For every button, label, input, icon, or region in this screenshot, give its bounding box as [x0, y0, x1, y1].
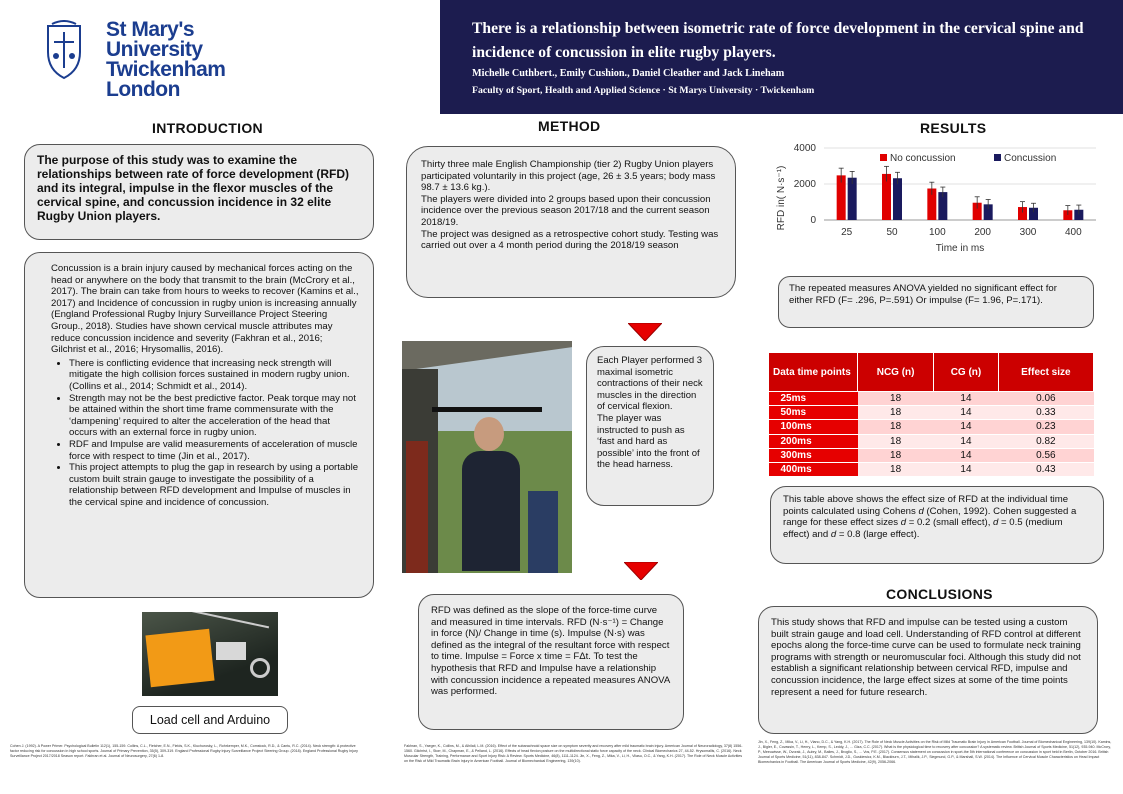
- results-heading: RESULTS: [920, 120, 987, 136]
- chart-x-tick-label: 300: [1019, 227, 1037, 238]
- introduction-heading: INTRODUCTION: [152, 120, 263, 136]
- table-header: Effect size: [998, 353, 1093, 392]
- table-row: [769, 448, 1094, 462]
- chart-legend-swatch: [994, 154, 1001, 161]
- university-logo: [44, 18, 226, 101]
- method-heading: METHOD: [538, 118, 601, 134]
- effect-d: d: [830, 528, 837, 540]
- conclusions-text: This study shows that RFD and impulse can be tested using a custom built strain gauge and load cell. Understanding of RFD control at different epochs along the force-time curve can be used to formulate neck training programs with strength or neuromuscular foci. Although this study did not establish a significant relationship between cervical RFD, impulse and concussion incidence, the large effect sizes at some of the time points represent a need for future research.: [771, 617, 1081, 698]
- anova-box: [778, 276, 1094, 328]
- table-cell: 0.33: [998, 406, 1093, 420]
- table-cell: 100ms: [769, 420, 858, 434]
- table-row: [769, 462, 1094, 476]
- chart-xlabel: Time in ms: [935, 243, 985, 254]
- table-cell: 18: [858, 462, 934, 476]
- intro-bullet: • This project attempts to plug the gap in research by using a portable custom built strain gauge to investigate the possibility of a relationship between RFD development and Impulse of muscles in the cervical spine and incidence of concussion.: [69, 462, 359, 508]
- effect-size-text: [783, 494, 1091, 540]
- table-cell: 14: [934, 420, 998, 434]
- faculty: Faculty of Sport, Health and Applied Science · St Marys University · Twickenham: [472, 85, 815, 96]
- chart-y-tick-label: 2000: [793, 179, 816, 190]
- table-cell: 0.82: [998, 434, 1093, 448]
- logo-line: St Mary's: [106, 18, 195, 41]
- references-left: Cohen J. (1992). A Power Primer. Psychological Bulletin 112(1), 155-159. Collins, C.L., Fletcher, E.N., Fields, S.K., Kluchurosky, L., Rohrkemper, M.K., Comstock, R.D., & Cantu, R.C. (2014). Neck strength: A protective factor reducing risk for concussion in high school sports. Journal of Primary Prevention, 35(5), 309-319. England Professional Rugby Injury Surveillance Project Steering Group. (2018). England Professional Rugby Injury Surveillance Project 2017/2018 Season report. Fakhran et al. Journal of Neurosurgery, 27(6) 1-8.: [10, 744, 358, 758]
- table-cell: 14: [934, 434, 998, 448]
- table-cell: 14: [934, 462, 998, 476]
- intro-bullet: • Strength may not be the best predictive factor. Peak torque may not be attained within the short time frame commensurate with the ‘dampening’ required to alter the acceleration of the head that occurs with an external force in rugby union.: [69, 393, 359, 439]
- table-cell: 200ms: [769, 434, 858, 448]
- conclusions-heading: CONCLUSIONS: [886, 586, 993, 602]
- logo-line: London: [106, 78, 180, 101]
- effect-text: = 0.5 (medium effect) and: [783, 517, 1063, 540]
- table-cell: 14: [934, 448, 998, 462]
- table-cell: 14: [934, 392, 998, 406]
- chart-x-tick-label: 400: [1064, 227, 1082, 238]
- chart-legend-label: No concussion: [890, 153, 956, 164]
- purpose-box: [24, 144, 374, 240]
- rfd-definition-text: RFD was defined as the slope of the force-time curve and measured in time intervals. RFD (N·s⁻¹) = Change in force (N)/ Change in time (s). Impulse (N·s) was defined as the integral of the resultant force with respect to time. Impulse = Force x time = FΔt. To test the hypothesis that RFD and Impulse have a relationship with concussion incidence a repeated measures ANOVA was performed.: [431, 605, 670, 698]
- load-cell-photo: [142, 612, 278, 696]
- authors: Michelle Cuthbert., Emily Cushion., Daniel Cleather and Jack Lineham: [472, 68, 785, 79]
- table-cell: 18: [858, 434, 934, 448]
- chart-x-tick-label: 100: [928, 227, 946, 238]
- chart-ylabel: RFD in( N·s⁻¹): [776, 165, 787, 231]
- title-line-2: incidence of concussion in elite rugby players.: [472, 44, 776, 61]
- effect-text: (Cohen, 1992). Cohen suggested a range for these effect sizes: [783, 505, 1077, 529]
- table-cell: 18: [858, 448, 934, 462]
- chart-x-tick-label: 50: [886, 227, 898, 238]
- chart-legend-swatch: [880, 154, 887, 161]
- university-crest-icon: [44, 20, 84, 80]
- table-header: CG (n): [934, 353, 998, 392]
- effect-d: d: [918, 505, 924, 517]
- participants-text: Thirty three male English Championship (tier 2) Rugby Union players participated voluntarily in this project (age, 26 ± 3.5 years; body mass 98.7 ± 13.6 kg.). The players were divided into 2 groups based upon their concussion incidence over the previous season 2017/18 and the current season 2018/19. The project was designed as a retrospective cohort study. Testing was carried out over a 4 month period during the 2018/19 season: [421, 159, 719, 252]
- table-header: Data time points: [769, 353, 858, 392]
- conclusions-box: [758, 606, 1098, 734]
- intro-body: Concussion is a brain injury caused by mechanical forces acting on the head or anywhere on the body that transmit to the brain (McCrory et al., 2017). The brain can take from hours to weeks to recover (Kamins et al., 2017) and Incidence of concussion in rugby union is increasing annually (England Professional Rugby Injury Surveillance Project Steering Group., 2018). Studies have shown cervical muscle attributes may reduce concussion incidence and severity (Fakhran et al., 2016; Gilchrist et al., 2016; Hrysomallis, 2016).: [51, 263, 359, 356]
- purpose-text: The purpose of this study was to examine the relationships between rate of force development (RFD) and its integral, impulse in the flexor muscles of the cervical spine, and concussion incidence in 32 elite Rugby Union players.: [37, 153, 350, 223]
- intro-bullet: • There is conflicting evidence that increasing neck strength will mitigate the high collision forces sustained in modern rugby union. (Collins et al., 2014; Schmidt et al., 2014).: [69, 358, 359, 393]
- photo-caption: Load cell and Arduino: [149, 713, 271, 727]
- chart-legend-label: Concussion: [1004, 153, 1057, 164]
- chart-y-tick-label: 4000: [793, 143, 816, 154]
- effect-text: = 0.2 (small effect),: [906, 517, 994, 529]
- rfd-definition-box: [418, 594, 684, 730]
- table-cell: 18: [858, 420, 934, 434]
- intro-bullets: [51, 358, 359, 509]
- chart-y-tick-label: 0: [810, 215, 816, 226]
- rfd-bar-chart: [776, 138, 1116, 258]
- red-down-arrow-icon: [624, 562, 658, 580]
- anova-text: The repeated measures ANOVA yielded no significant effect for either RFD (F= .296, P=.591) Or impulse (F= 1.96, P=.171).: [789, 283, 1057, 306]
- logo-line: University: [106, 38, 203, 61]
- chart-x-tick-label: 200: [974, 227, 992, 238]
- table-cell: 18: [858, 392, 934, 406]
- logo-line: Twickenham: [106, 58, 226, 81]
- effect-text: This table above shows the effect size of RFD at the individual time points calculated using Cohens: [783, 494, 1069, 517]
- table-cell: 25ms: [769, 392, 858, 406]
- references-right: Jin, X., Feng, Z., Mika, V., Li, H., Viano, D.C., & Yang, K.H. (2017). The Role of Neck Muscle Activities on the Risk of Mild Traumatic Brain Injury in American Football. Journal of Biomechanical Engineering, 139(10). Kamins, J., Bigler, E., Covassin, T., Henry, L., Kemp, S., Leddy, J., ... Giza, C.C. (2017). What is the physiological time to recovery after concussion? A systematic review. British Journal of Sports Medicine, 51(12), 935-940. McCrory, P., Meeuwisse, W., Dvorak, J., Aubry, M., Bailes, J., Broglio, S., ... Vos, P.E. (2017). Consensus statement on concussion in sport-the 5th international conference on concussion in sport held in Berlin, October 2016. British Journal of Sports Medicine, 51(11), 838-847. Schmidt, J.D., Guskiewicz, K.M., Blackburn, J.T., Mihalik, J.P., Siegmund, G.P., & Marshall, S.W. (2014). The Influence of Cervical Muscle Characteristics on Head Impact Biomechanics in Football. The American Journal of Sports Medicine, 42(9), 2056-2066.: [758, 740, 1112, 764]
- effect-size-box: [770, 486, 1104, 564]
- table-row: [769, 406, 1094, 420]
- athlete-testing-photo: [402, 341, 572, 573]
- effect-text: = 0.8 (large effect).: [836, 528, 920, 540]
- table-row: [769, 420, 1094, 434]
- intro-bullet: • RDF and Impulse are valid measurements of acceleration of muscle force with respect to time (Jin et al., 2017).: [69, 439, 359, 462]
- table-header: NCG (n): [858, 353, 934, 392]
- poster-title: [472, 17, 1112, 65]
- title-line-1: There is a relationship between isometric rate of force development in the cervical spine and: [472, 20, 1084, 37]
- table-row: [769, 392, 1094, 406]
- intro-body-box: [24, 252, 374, 598]
- references-middle: Fakhran, S., Yaeger, K., Collins, M., & Alhilali, L.M. (2016). Effect of the subarachnoid space size on symptom severity and recovery after mild traumatic brain injury. American Journal of Neuroradiology, 37(8) 1556-1560. Gilchrist, I., Storr, M., Chapman, E., & Pelland, L. (2016). Effects of head flexion posture on the multidirectional static force capacity of the neck. Clinical Biomechanics 27, 44-52. Hrysomallis, C. (2016). Neck Muscular Strength, Training, Performance and Sport Injury Risk: A Review. Sports Medicine, 46(8), 1111-1124. Jin, X., Feng, Z., Mika, V., Li, H., Viiasu, O.C., & Yang, K.H. (2017). The Role of Neck Muscle Activities on the Risk of Mild Traumatic Brain Injury in American Football. Journal of Biomechanical Engineering, 139(10).: [404, 744, 743, 763]
- table-cell: 300ms: [769, 448, 858, 462]
- table-cell: 400ms: [769, 462, 858, 476]
- table-cell: 50ms: [769, 406, 858, 420]
- red-down-arrow-icon: [628, 323, 662, 341]
- protocol-text: Each Player performed 3 maximal isometric contractions of their neck muscles in the direction of cervical flexion. The player was instructed to push as ‘fast and hard as possible’ into the front of the head harness.: [597, 355, 703, 471]
- table-cell: 14: [934, 406, 998, 420]
- effect-d: d: [900, 517, 907, 529]
- table-cell: 0.23: [998, 420, 1093, 434]
- chart-bar: [893, 178, 902, 220]
- protocol-box: [586, 346, 714, 506]
- table-row: [769, 434, 1094, 448]
- table-cell: 18: [858, 406, 934, 420]
- table-cell: 0.06: [998, 392, 1093, 406]
- table-cell: 0.56: [998, 448, 1093, 462]
- title-banner: [440, 0, 1123, 114]
- photo-caption-box: [132, 706, 288, 734]
- participants-box: [406, 146, 736, 298]
- chart-bar: [848, 178, 857, 220]
- effect-size-table: [768, 352, 1094, 477]
- table-cell: 0.43: [998, 462, 1093, 476]
- chart-x-tick-label: 25: [841, 227, 853, 238]
- effect-d: d: [993, 517, 999, 529]
